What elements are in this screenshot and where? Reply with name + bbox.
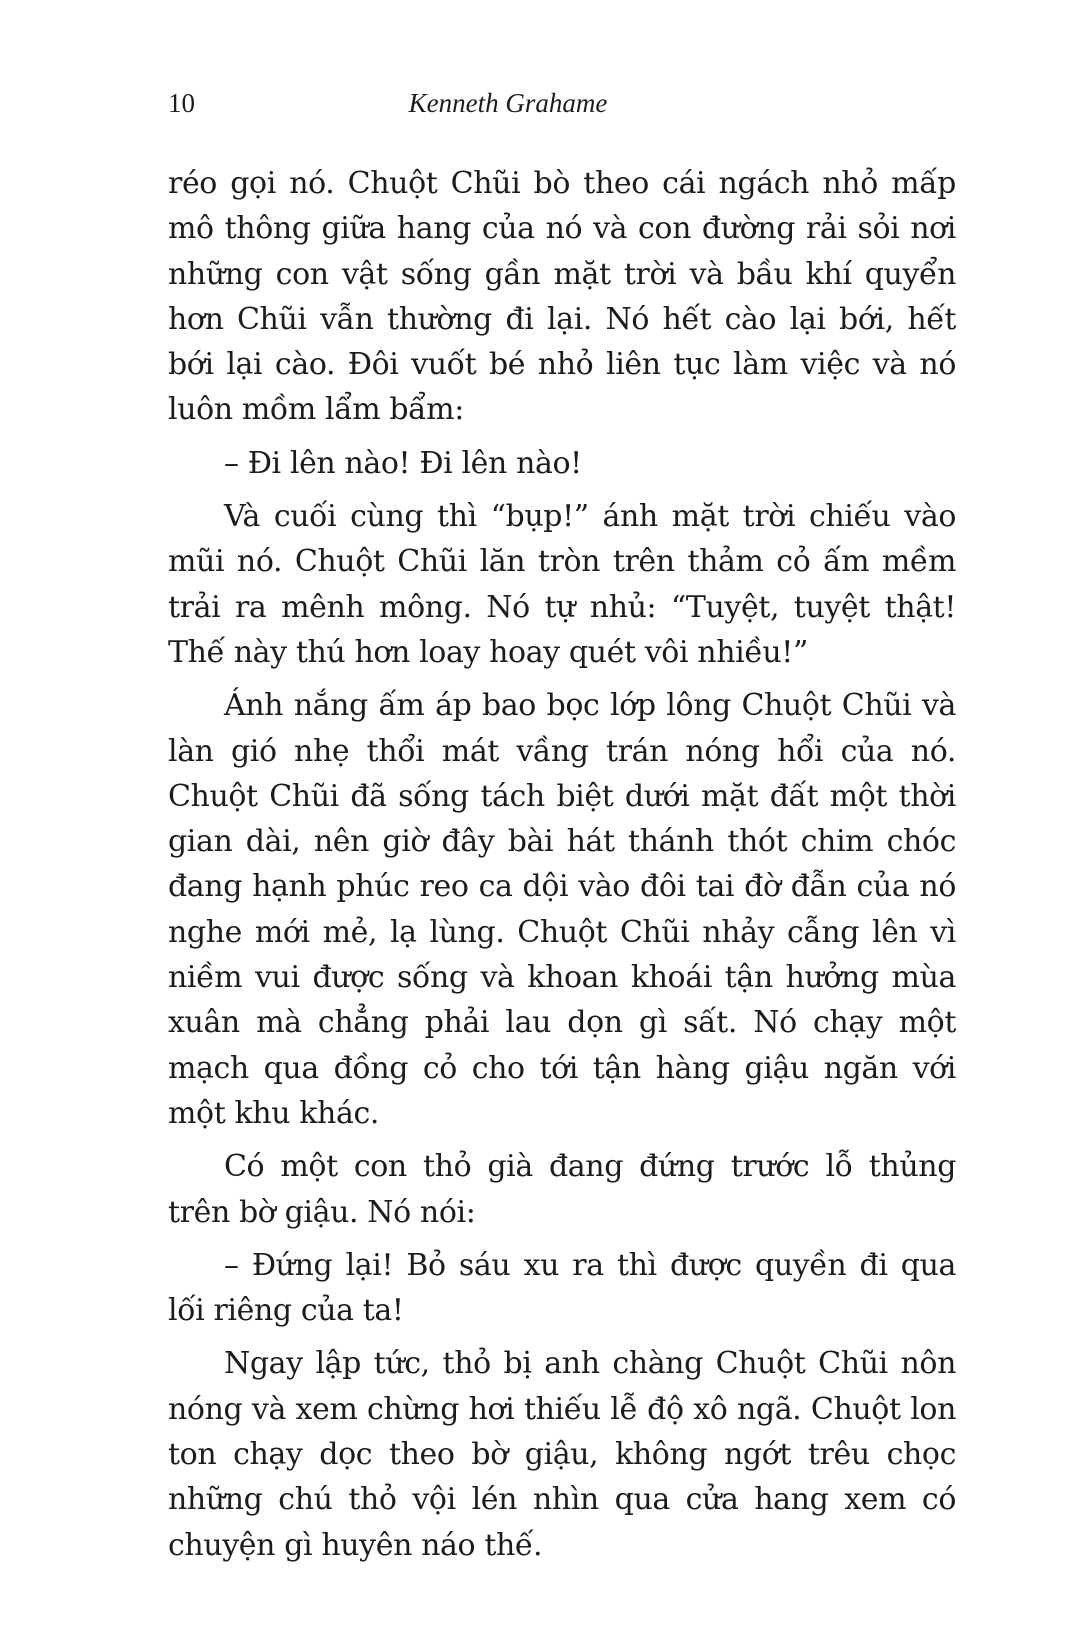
paragraph: Ánh nắng ấm áp bao bọc lớp lông Chuột Chũi và làn gió nhẹ thổi mát vầng trán nóng hổi của nó. Chuột Chũi đã sống tách biệt dưới mặt đất một thời gian dài, nên giờ đây bài hát thánh thót chim chóc đang hạnh phúc reo ca dội vào đôi tai đờ đẫn của nó nghe mới mẻ, lạ lùng. Chuột Chũi nhảy cẫng lên vì niềm vui được sống và khoan khoái tận hưởng mùa xuân mà chẳng phải lau dọn gì sất. Nó chạy một mạch qua đồng cỏ cho tới tận hàng giậu ngăn với một khu khác. bbox=[168, 688, 956, 1131]
paragraph: Ngay lập tức, thỏ bị anh chàng Chuột Chũi nôn nóng và xem chừng hơi thiếu lễ độ xô ngã. Chuột lon ton chạy dọc theo bờ giậu, không ngớt trêu chọc những chú thỏ vội lén nhìn qua cửa hang xem có chuyện gì huyên náo thế. bbox=[168, 1346, 956, 1563]
running-head-author: Kenneth Grahame bbox=[408, 88, 608, 118]
paragraph: Có một con thỏ già đang đứng trước lỗ thủng trên bờ giậu. Nó nói: bbox=[168, 1149, 956, 1230]
paragraph-dialogue: – Đứng lại! Bỏ sáu xu ra thì được quyền đi qua lối riêng của ta! bbox=[168, 1247, 956, 1329]
paragraph-dialogue: – Đi lên nào! Đi lên nào! bbox=[224, 445, 582, 481]
paragraph: Và cuối cùng thì “bụp!” ánh mặt trời chiếu vào mũi nó. Chuột Chũi lăn tròn trên thảm cỏ ấm mềm trải ra mênh mông. Nó tự nhủ: “Tuyệt, tuyệt thật! Thế này thú hơn loay hoay quét vôi nhiều!” bbox=[168, 499, 956, 670]
body-text bbox=[168, 161, 956, 1576]
page-number: 10 bbox=[168, 88, 195, 118]
paragraph: réo gọi nó. Chuột Chũi bò theo cái ngách nhỏ mấp mô thông giữa hang của nó và con đường rải sỏi nơi những con vật sống gần mặt trời và bầu khí quyển hơn Chũi vẫn thường đi lại. Nó hết cào lại bới, hết bới lại cào. Đôi vuốt bé nhỏ liên tục làm việc và nó luôn mồm lẩm bẩm: bbox=[168, 166, 956, 428]
running-head bbox=[168, 88, 952, 128]
